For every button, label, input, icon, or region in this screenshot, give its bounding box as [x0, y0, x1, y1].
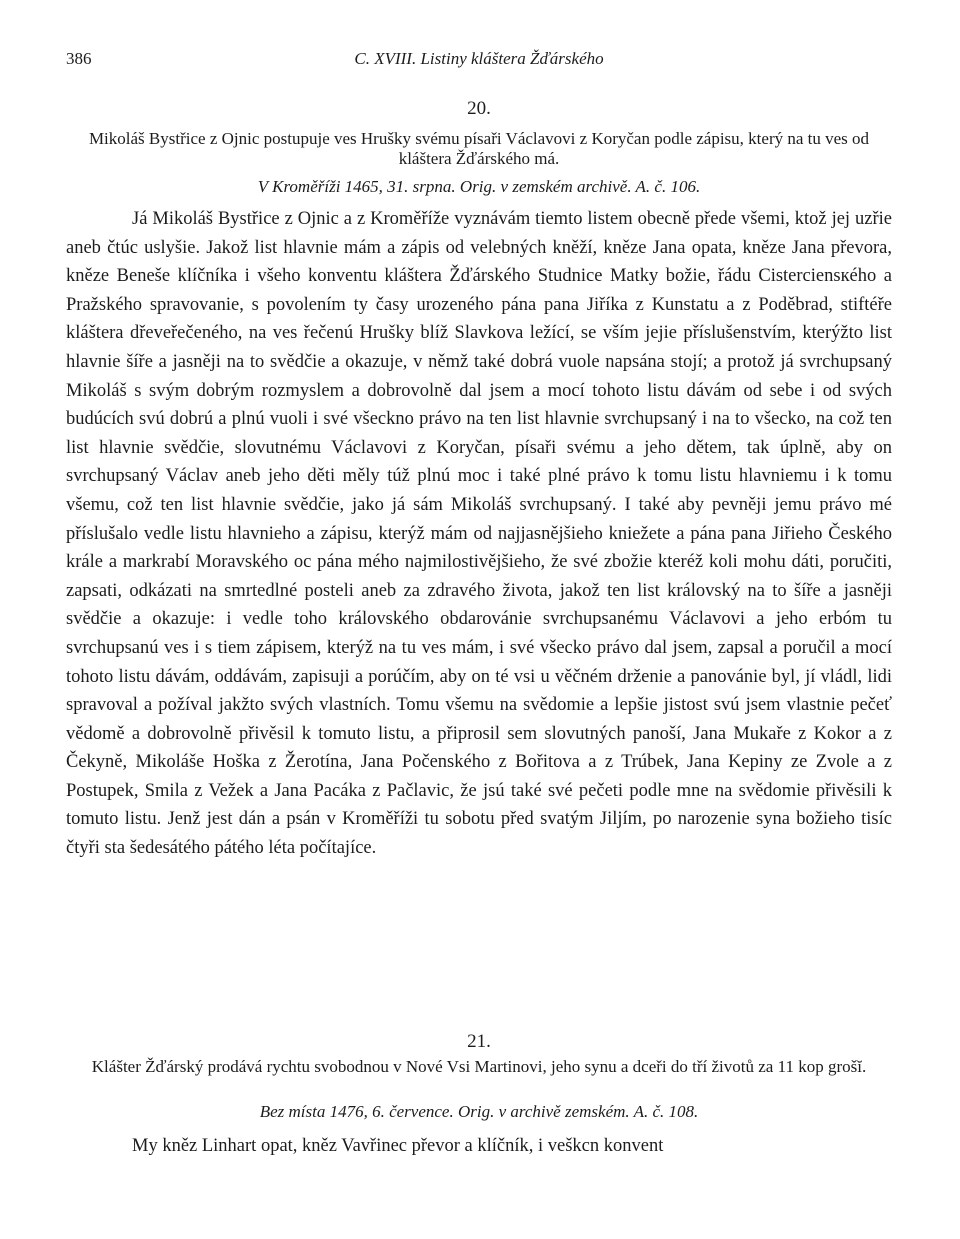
book-page [66, 0, 892, 1239]
document-regest: Klášter Žďárský prodává rychtu svobodnou v Nové Vsi Martinovi, jeho synu a dceři do tří životů za 11 kop grošĭ. [91, 1057, 867, 1076]
document-dating: Bez místa 1476, 6. července. Orig. v archivě zemském. A. č. 108. [259, 1102, 699, 1121]
document-text: My kněz Linhart opat, kněz Vavřinec převor a klíčník, i veškcn konvent [132, 1136, 664, 1156]
running-head: C. XVIII. Listiny kláštera Žďárského [354, 49, 604, 68]
page-number: 386 [66, 49, 92, 68]
document-dating: V Kroměříži 1465, 31. srpna. Orig. v zemském archivě. A. č. 106. [257, 177, 701, 196]
page-header [66, 49, 892, 73]
document-number: 21. [467, 1031, 491, 1052]
document-regest: Mikoláš Bystřice z Ojnic postupuje ves Hrušky svému písaři Václavovi z Koryčan podle zápisu, který na tu ves od kláštera Žďárského má. [88, 129, 870, 168]
document-number: 20. [467, 98, 491, 119]
document-text: Já Mikoláš Bystřice z Ojnic a z Kroměříže vyznávám tiemto listem obecně přede všemi, ktož jej uzřie aneb čtúc uslyšie. Jakož list hlavnie mám a zápis od velebných kněží, kněze Jana opata, kněze Jana převora, kněze Beneše klíčníka i všeho konventu kláštera Žďárského Studnice Matky božie, řádu Cisterciensкého a Pražského spravovanie, s povolením ty časy urozeného pána pana Jiříka z Kunstatu a z Poděbrad, stiftéře kláštera dřeveřečeného, na ves řečenú Hrušky blíž Slavkova ležící, se vším jejie příslušenstvím, kterýžto list hlavnie šíře a jasněji na to svědčie a okazuje, v němž také dobrá vuole napsána stojí; a protož já svrchupsaný Mikoláš s svým dobrým rozmyslem a dobrovolně dal jsem a mocí tohoto listu dávám od sebe i od svých budúcích svú dobrú a plnú vuoli i své všeckno právo na ten list hlavnie svrchupsaný i na to všecko, na což ten list hlavnie svědčie, slovutnému Václavovi z Koryčan, písaři svému a jeho dětem, tak úplně, aby on svrchupsaný Václav aneb jeho děti měly túž plnú moc i také plné právo k tomu listu hlavniemu i k tomu všemu, což ten list hlavnie svědčie, jako já sám Mikoláš svrchupsaný. I také aby pevněji jemu právo mé příslušalo vedle listu hlavnieho a zápisu, kterýž mám od najjasnějšieho kniežete a pána pana Jiřieho Českého krále a markrabí Moravského oc pána mého najmilostivějšieho, že své zbožie kteréž koli mohu dáti, poručiti, zapsati, odkázati na smrtedlné posteli aneb za zdravého života, jakož ten list královský na to šíře a jasněji svědčie a okazuje: i vedle toho královského obdarovánie svrchupsanému Václavovi a jeho erbóm tu svrchupsanú ves i s tiem zápisem, kterýž na tu ves mám, i své všecko právo dal jsem, zapsal a poručil a mocí tohoto listu dávám, oddávám, zapisuji a porúčím, aby on té vsi u věčném drženie a panovánie byl, jí vládl, lidi spravoval a požíval jakžto svých vlastních. Tomu všemu na svědomie a lepšie jistost svú jsem vlastnie pečeť vědomě a dobrovolně přivěsil k tomuto listu, a připrosil sem slovutných panoší, Jana Mukaře z Kokor a z Čekyně, Mikoláše Hoška z Žerotína, Jana Počenského z Bořitova a z Trúbek, Jana Kepiny ze Zvole a z Postupek, Smila z Vežek a Jana Pacáka z Pačlavic, že jsú také své pečeti podle mne na svědomie přivěsili k tomuto listu. Jenž jest dán a psán v Kroměříži tu sobotu před svatým Jiljím, po narozenie syna božieho tisíc čtyři sta šedesátého pátého léta počítajíce. [66, 209, 892, 859]
